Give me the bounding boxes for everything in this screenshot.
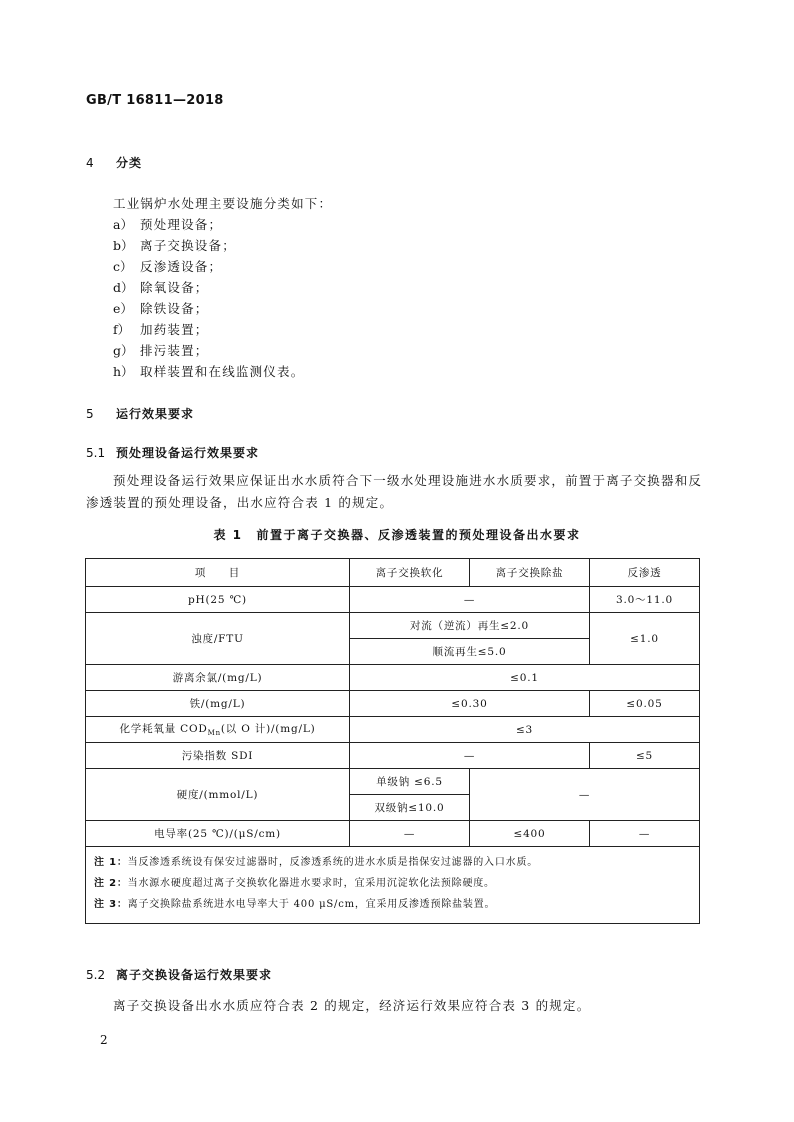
note-tag: 注 1： [94,857,128,868]
cod-label-subscript: Mn [207,729,221,738]
list-item-label: c） [113,259,133,274]
cell-ph-ix: — [350,587,590,613]
table-number: 表 1 [213,528,243,542]
table-row [86,717,700,743]
row-label-turbidity: 浊度/FTU [86,613,350,665]
cell-hardness-other: — [470,769,700,821]
table-notes-row [86,847,700,924]
cell-cod: ≤3 [350,717,700,743]
note-text: 当水源水硬度超过离子交换软化器进水要求时，宜采用沉淀软化法预除硬度。 [127,878,495,889]
row-label-cod [86,717,350,743]
row-label-hardness: 硬度/(mmol/L) [86,769,350,821]
section-number: 5.2 [86,968,106,982]
list-item-label: f） [113,322,131,337]
cell-hardness-single: 单级钠 ≤6.5 [350,769,470,795]
section-5-1-paragraph: 预处理设备运行效果应保证出水水质符合下一级水处理设施进水水质要求，前置于离子交换器和反渗透装置的预处理设备，出水应符合表 1 的规定。 [86,473,703,510]
list-item-label: a） [113,217,133,232]
standard-number: GB/T 16811—2018 [86,93,224,108]
list-item-text: 除铁设备； [140,301,209,316]
section-4-heading [86,154,142,171]
table-row [86,821,700,847]
list-item-label: d） [113,280,134,295]
list-item-text: 反渗透设备； [140,259,223,274]
list-item [113,278,209,296]
note-text: 离子交换除盐系统进水电导率大于 400 μS/cm，宜采用反渗透预除盐装置。 [127,899,496,910]
list-item-label: e） [113,301,133,316]
table-note [94,873,691,894]
note-tag: 注 3： [94,899,128,910]
list-item-text: 排污装置； [140,343,209,358]
table-header-row [86,559,700,587]
cell-iron-ix: ≤0.30 [350,691,590,717]
table-row [86,587,700,613]
list-item [113,257,222,275]
page-number: 2 [100,1033,108,1047]
table-row [86,743,700,769]
cell-iron-ro: ≤0.05 [590,691,700,717]
cell-sdi-ro: ≤5 [590,743,700,769]
section-title: 预处理设备运行效果要求 [116,446,260,460]
row-label-conductivity: 电导率(25 ℃)/(μS/cm) [86,821,350,847]
cod-label-suffix: (以 O 计)/(mg/L) [220,723,316,736]
section-number: 5.1 [86,446,106,460]
table-row [86,769,700,795]
header-desalting: 离子交换除盐 [470,559,590,587]
cell-ph-ro: 3.0～11.0 [590,587,700,613]
list-item-text: 取样装置和在线监测仪表。 [140,364,305,379]
list-item-text: 预处理设备； [140,217,223,232]
section-title: 分类 [116,156,143,170]
section-number: 5 [86,407,94,421]
header-item: 项 目 [86,559,350,587]
list-item-text: 离子交换设备； [140,238,236,253]
cell-hardness-double: 双级钠≤10.0 [350,795,470,821]
table-notes [86,847,700,924]
cod-label-prefix: 化学耗氧量 COD [119,723,208,736]
section-title: 离子交换设备运行效果要求 [116,968,273,982]
section-5-2-paragraph: 离子交换设备出水水质应符合表 2 的规定，经济运行效果应符合表 3 的规定。 [113,998,591,1013]
list-item [113,341,209,359]
cell-chlorine: ≤0.1 [350,665,700,691]
list-item [113,236,236,254]
section-4-intro: 工业锅炉水处理主要设施分类如下： [113,196,333,211]
table-row [86,665,700,691]
note-tag: 注 2： [94,878,128,889]
cell-turbidity-ro: ≤1.0 [590,613,700,665]
list-item [113,299,209,317]
list-item [113,320,209,338]
note-text: 当反渗透系统设有保安过滤器时，反渗透系统的进水水质是指保安过滤器的入口水质。 [127,857,539,868]
table-title: 前置于离子交换器、反渗透装置的预处理设备出水要求 [256,528,581,542]
row-label-iron: 铁/(mg/L) [86,691,350,717]
row-label-ph: pH(25 ℃) [86,587,350,613]
list-item-label: h） [113,364,134,379]
section-5-heading [86,405,194,422]
section-5-2-heading [86,966,272,983]
section-title: 运行效果要求 [116,407,195,421]
row-label-sdi: 污染指数 SDI [86,743,350,769]
list-item-text: 除氧设备； [140,280,209,295]
cell-turbidity-counterflow: 对流（逆流）再生≤2.0 [350,613,590,639]
table-1 [85,558,700,924]
list-item [113,362,304,380]
cell-sdi-ix: — [350,743,590,769]
list-item-label: g） [113,343,134,358]
table-note [94,852,691,873]
cell-conductivity-ro: — [590,821,700,847]
list-item-label: b） [113,238,134,253]
list-item [113,215,222,233]
header-ro: 反渗透 [590,559,700,587]
row-label-chlorine: 游离余氯/(mg/L) [86,665,350,691]
cell-turbidity-coflow: 顺流再生≤5.0 [350,639,590,665]
table-row [86,691,700,717]
table-note [94,894,691,915]
header-softening: 离子交换软化 [350,559,470,587]
table-1-caption [0,526,794,543]
section-number: 4 [86,156,94,170]
list-item-text: 加药装置； [140,322,209,337]
section-5-1-heading [86,444,259,461]
table-row [86,613,700,639]
cell-conductivity-softening: — [350,821,470,847]
cell-conductivity-desalting: ≤400 [470,821,590,847]
